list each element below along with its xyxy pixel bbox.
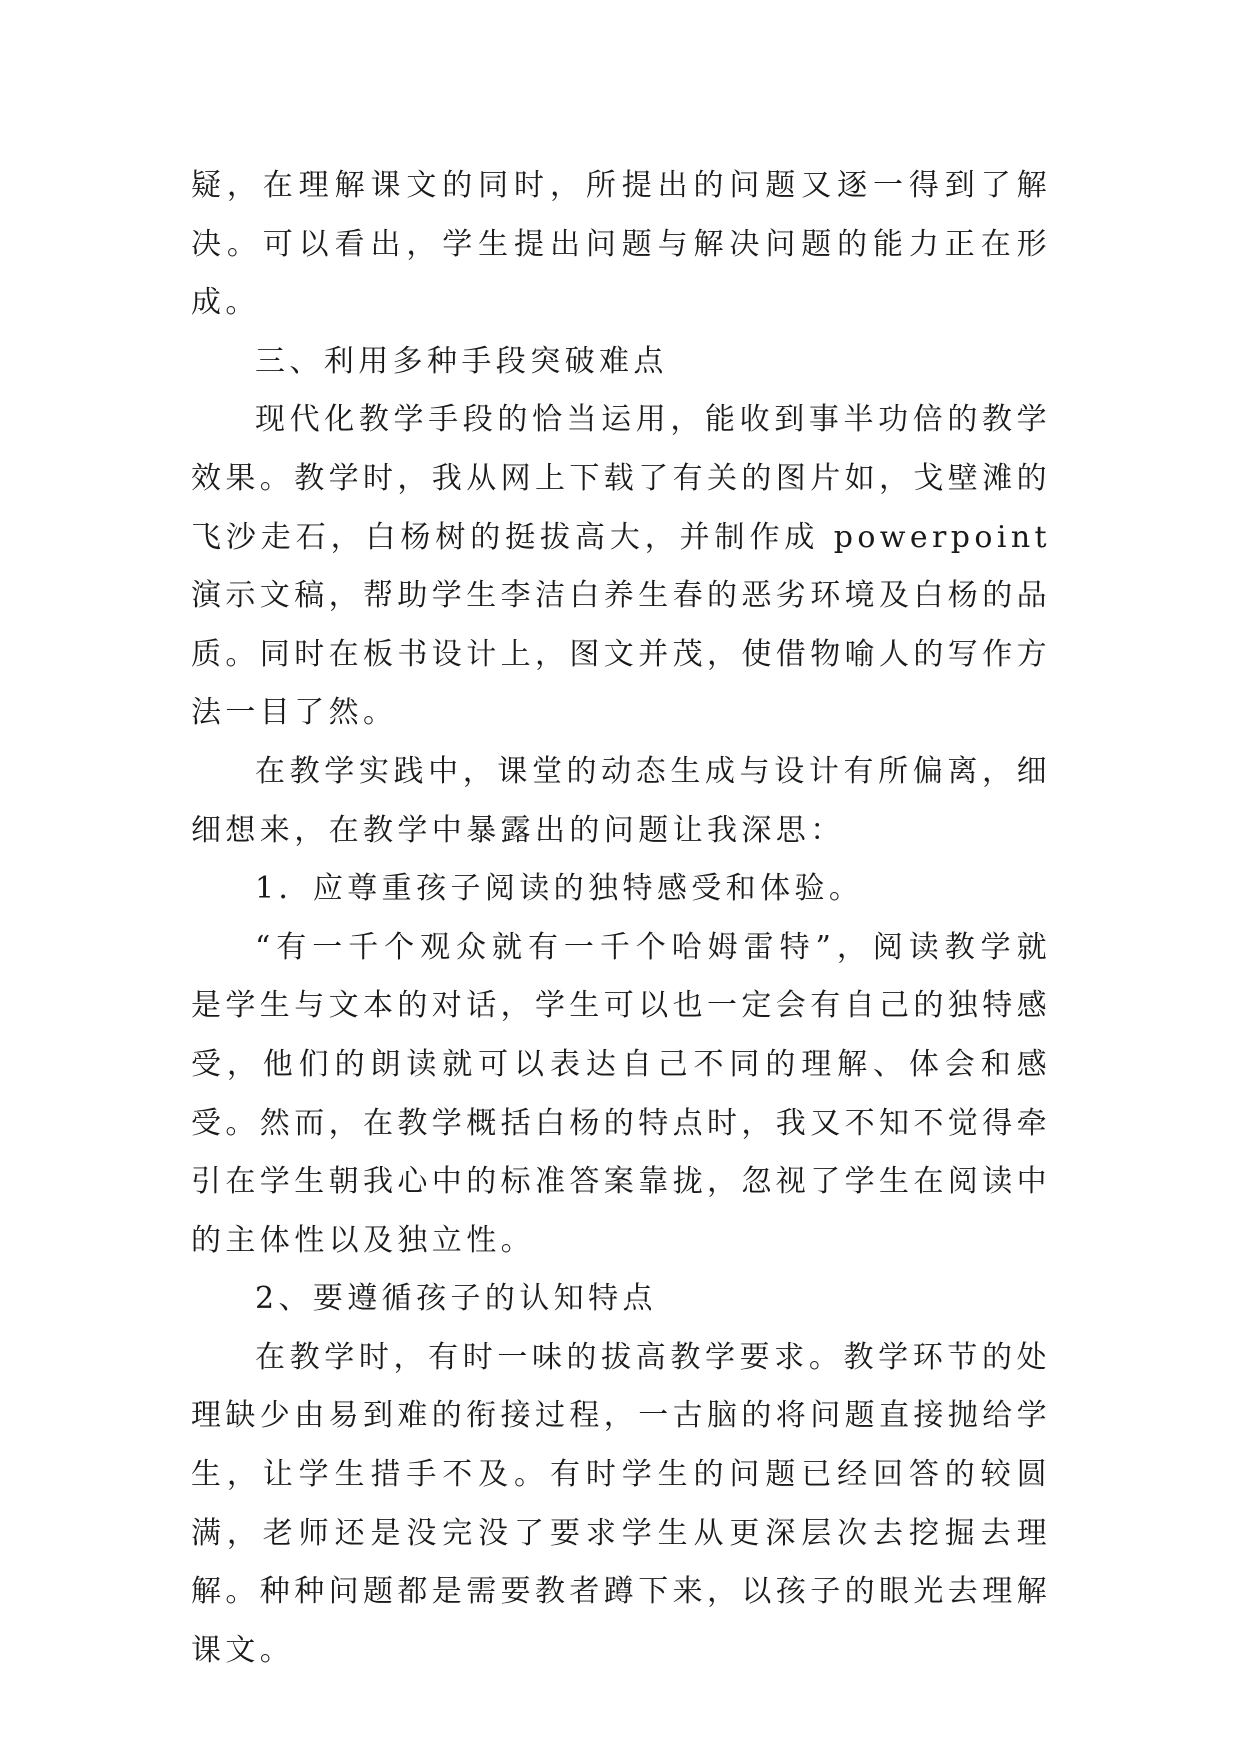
paragraph-continuation: 疑，在理解课文的同时，所提出的问题又逐一得到了解决。可以看出，学生提出问题与解决问题的能力正在形成。 [191,168,1051,321]
body-text [191,157,1051,1680]
paragraph-reading-experience: “有一千个观众就有一千个哈姆雷特”，阅读教学就是学生与文本的对话，学生可以也一定会有自己的独特感受，他们的朗读就可以表达自己不同的理解、体会和感受。然而，在教学概括白杨的特点时，我又不知不觉得牵引在学生朝我心中的标准答案靠拢，忽视了学生在阅读中的主体性以及独立性。 [191,929,1051,1258]
point-heading-one: 1．应尊重孩子阅读的独特感受和体验。 [255,871,864,907]
paragraph-cognitive-traits: 在教学时，有时一味的拔高教学要求。教学环节的处理缺少由易到难的衔接过程，一古脑的将问题直接抛给学生，让学生措手不及。有时学生的问题已经回答的较圆满，老师还是没完没了要求学生从更深层次去挖掘去理解。种种问题都是需要教者蹲下来，以孩子的眼光去理解课文。 [191,1339,1051,1668]
section-heading-three: 三、利用多种手段突破难点 [255,343,668,379]
point-heading-two: 2、要遵循孩子的认知特点 [255,1281,657,1317]
paragraph-multimedia: 现代化教学手段的恰当运用，能收到事半功倍的教学效果。教学时，我从网上下载了有关的图片如，戈壁滩的飞沙走石，白杨树的挺拔高大，并制作成 powerpoint 演示文稿，帮助学生李洁白养生春的恶劣环境及白杨的品质。同时在板书设计上，图文并茂，使借物喻人的写作方法一目了然。 [191,402,1051,731]
paragraph-reflection-intro: 在教学实践中，课堂的动态生成与设计有所偏离，细细想来，在教学中暴露出的问题让我深思： [191,753,1051,848]
